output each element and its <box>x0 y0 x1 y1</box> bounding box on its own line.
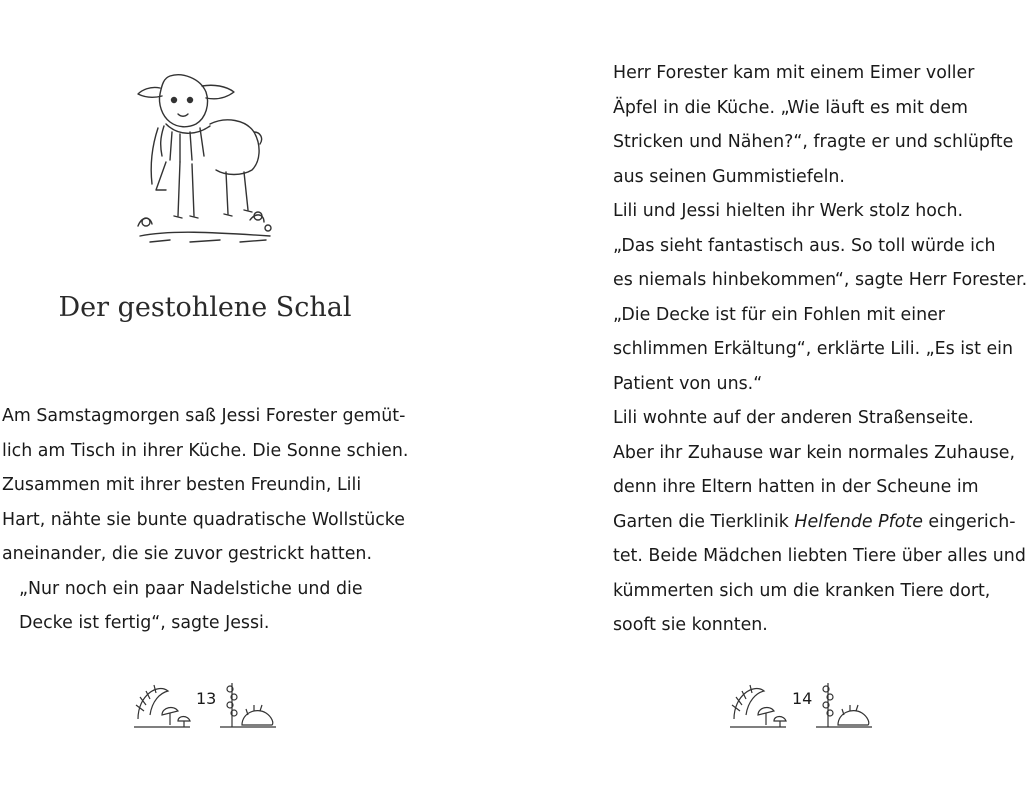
text-line: Zusammen mit ihrer besten Freundin, Lili <box>2 475 362 495</box>
page-number: 13 <box>196 689 217 708</box>
paragraph <box>596 298 1014 402</box>
page-footer <box>132 675 282 731</box>
body-text <box>596 56 1027 643</box>
text-line: es niemals hinbekommen“, sagte Herr Forester. <box>613 270 1027 290</box>
text-line: Äpfel in die Küche. „Wie läuft es mit dem <box>613 97 968 118</box>
clinic-name: Helfende Pfote <box>794 511 923 532</box>
foxglove-hedgehog-ornament-icon <box>218 675 278 731</box>
text-run: eingerich- <box>922 511 1016 532</box>
foxglove-hedgehog-ornament-icon <box>814 675 874 731</box>
right-page <box>500 0 1027 800</box>
left-page <box>0 0 500 800</box>
page-footer <box>728 675 878 731</box>
text-line <box>613 512 1016 532</box>
text-line: tet. Beide Mädchen liebten Tiere über alles und <box>613 546 1026 566</box>
text-line: Hart, nähte sie bunte quadratische Wollstücke <box>2 509 405 530</box>
paragraph <box>596 401 1026 643</box>
paragraph <box>596 229 1027 298</box>
text-line: Am Samstagmorgen saß Jessi Forester gemüt- <box>2 406 406 426</box>
text-line: Decke ist fertig“, sagte Jessi. <box>19 613 270 633</box>
text-line: Stricken und Nähen?“, fragte er und schlüpfte <box>613 132 1014 152</box>
text-line: „Nur noch ein paar Nadelstiche und die <box>19 578 363 599</box>
text-line: „Das sieht fantastisch aus. So toll würde ich <box>613 235 996 256</box>
text-line: Lili wohnte auf der anderen Straßenseite. <box>613 408 974 428</box>
text-line: sooft sie konnten. <box>613 615 768 635</box>
text-line: aus seinen Gummistiefeln. <box>613 166 845 187</box>
text-line: denn ihre Eltern hatten in der Scheune im <box>613 477 979 497</box>
page-number: 14 <box>792 689 813 708</box>
chapter-title: Der gestohlene Schal <box>58 292 352 323</box>
paragraph <box>2 572 402 641</box>
lamb-with-scarf-illustration <box>130 66 280 266</box>
paragraph <box>596 56 1014 194</box>
text-line: kümmerten sich um die kranken Tiere dort, <box>613 580 991 601</box>
text-run: Garten die Tierklinik <box>613 511 795 532</box>
text-line: Herr Forester kam mit einem Eimer voller <box>613 63 975 83</box>
paragraph <box>2 399 409 572</box>
paragraph <box>596 194 1000 229</box>
text-line: aneinander, die sie zuvor gestrickt hatten. <box>2 544 372 564</box>
text-line: Lili und Jessi hielten ihr Werk stolz hoch. <box>613 201 964 221</box>
text-line: „Die Decke ist für ein Fohlen mit einer <box>613 304 945 325</box>
fern-mushroom-ornament-icon <box>132 675 192 731</box>
fern-mushroom-ornament-icon <box>728 675 788 731</box>
text-line: lich am Tisch in ihrer Küche. Die Sonne schien. <box>2 440 409 461</box>
text-line: Aber ihr Zuhause war kein normales Zuhause, <box>613 442 1016 463</box>
text-line: Patient von uns.“ <box>613 373 763 394</box>
body-text <box>2 399 409 641</box>
text-line: schlimmen Erkältung“, erklärte Lili. „Es ist ein <box>613 339 1014 359</box>
